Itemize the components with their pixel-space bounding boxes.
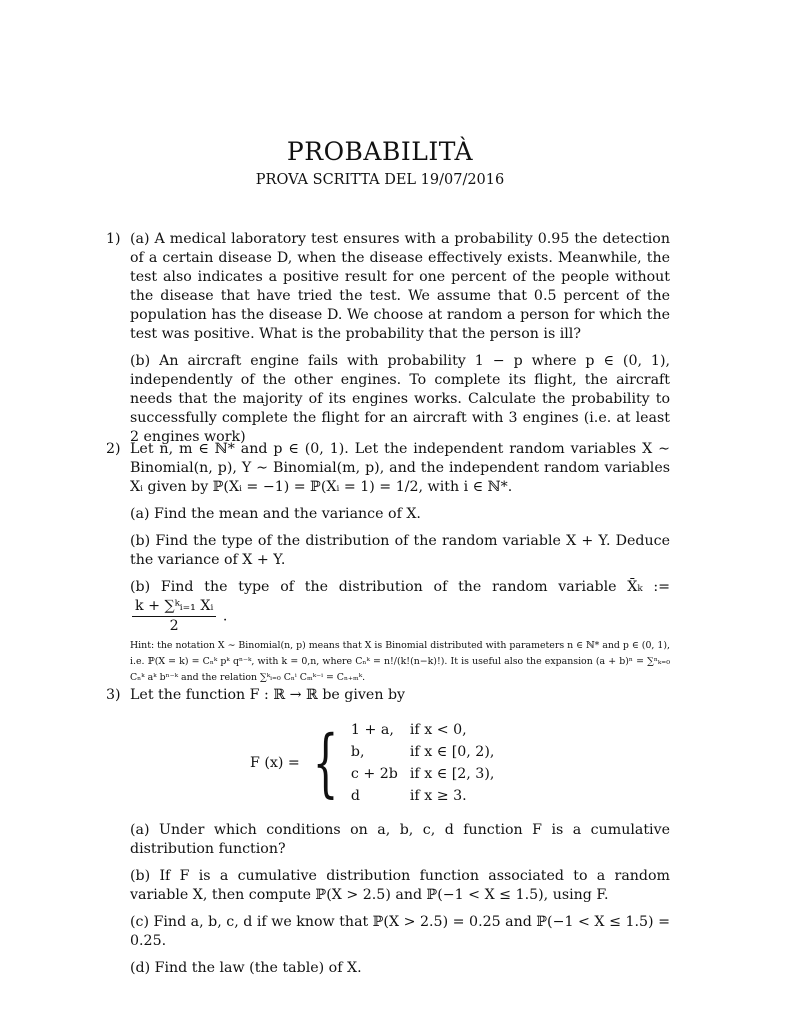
question-2-part-c-end: .	[222, 608, 228, 625]
case-value: 1 + a,	[350, 722, 394, 738]
fraction-numerator: k + ∑ᵏᵢ₌₁ Xᵢ	[132, 597, 216, 617]
case-value: c + 2b	[350, 766, 398, 782]
question-2-part-c-text: (b) Find the type of the distribution of the random variable X̄ₖ :=	[130, 579, 670, 595]
question-3-part-b: (b) If F is a cumulative distribution function associated to a random variable X, then compute ℙ(X > 2.5) and ℙ(−1 < X ≤ 1.5), using F.	[130, 868, 670, 903]
question-3	[108, 686, 670, 986]
case-value: b,	[350, 744, 365, 760]
question-3-part-c: (c) Find a, b, c, d if we know that ℙ(X > 2.5) = 0.25 and ℙ(−1 < X ≤ 1.5) = 0.25.	[130, 914, 670, 949]
fraction-denominator: 2	[169, 618, 179, 634]
question-2-number: 2)	[106, 441, 121, 457]
question-1-number: 1)	[106, 231, 121, 247]
question-1-part-a: (a) A medical laboratory test ensures with a probability 0.95 the detection of a certain disease D, when the disease effectively exists. Meanwhile, the test also indicates a positive result for one percent of the people without the disease that have tried the test. We assume that 0.5 percent of the population has the disease D. We choose at random a person for which the test was positive. What is the probability that the person is ill?	[130, 231, 670, 342]
case-row	[345, 741, 500, 763]
question-2-hint: Hint: the notation X ∼ Binomial(n, p) means that X is Binomial distributed with parameters n ∈ ℕ* and p ∈ (0, 1), i.e. ℙ(X = k) = Cₙᵏ pᵏ qⁿ⁻ᵏ, with k = 0,n, where Cₙᵏ = n!/(k!(n−k)!). It is useful also the expansion (a + b)ⁿ = ∑ⁿₖ₌₀ Cₙᵏ aᵏ bⁿ⁻ᵏ and the relation ∑ᵏᵢ₌₀ Cₙⁱ Cₘᵏ⁻ⁱ = Cₙ₊ₘᵏ.	[130, 640, 670, 683]
question-1-part-b: (b) An aircraft engine fails with probability 1 − p where p ∈ (0, 1), independently of the other engines. To complete its flight, the aircraft needs that the majority of its engines works. Calculate the probability to successfully complete the flight for an aircraft with 3 engines (i.e. at least 2 engines work)	[130, 353, 670, 445]
case-condition: if x ∈ [0, 2),	[409, 744, 495, 760]
page-subtitle: PROVA SCRITTA DEL 19/07/2016	[255, 172, 505, 188]
case-condition: if x ≥ 3.	[409, 788, 467, 804]
case-row	[345, 719, 500, 741]
mean-fraction	[132, 597, 216, 636]
piecewise-cases	[345, 719, 500, 807]
case-condition: if x ∈ [2, 3),	[409, 766, 495, 782]
page-title: PROBABILITÀ	[286, 137, 474, 166]
question-2-part-c	[130, 578, 670, 636]
case-condition: if x < 0,	[409, 722, 467, 738]
question-1	[108, 230, 670, 455]
question-2	[108, 440, 670, 694]
question-3-intro: Let the function F : ℝ → ℝ be given by	[130, 687, 406, 703]
question-2-part-b: (b) Find the type of the distribution of the random variable X + Y. Deduce the variance of X + Y.	[130, 533, 670, 568]
left-brace-icon: {	[312, 720, 339, 806]
question-3-number: 3)	[106, 687, 121, 703]
piecewise-lhs: F (x) =	[250, 754, 300, 771]
question-3-part-d: (d) Find the law (the table) of X.	[130, 960, 362, 976]
case-row	[345, 763, 500, 785]
case-row	[345, 785, 500, 807]
piecewise-function	[250, 719, 670, 807]
question-2-part-a: (a) Find the mean and the variance of X.	[130, 506, 421, 522]
case-value: d	[350, 788, 361, 804]
question-3-part-a: (a) Under which conditions on a, b, c, d function F is a cumulative distribution function?	[130, 822, 670, 857]
question-2-intro: Let n, m ∈ ℕ* and p ∈ (0, 1). Let the independent random variables X ∼ Binomial(n, p), Y ∼ Binomial(m, p), and the independent random variables Xᵢ given by ℙ(Xᵢ = −1) = ℙ(Xᵢ = 1) = 1/2, with i ∈ ℕ*.	[130, 441, 670, 495]
